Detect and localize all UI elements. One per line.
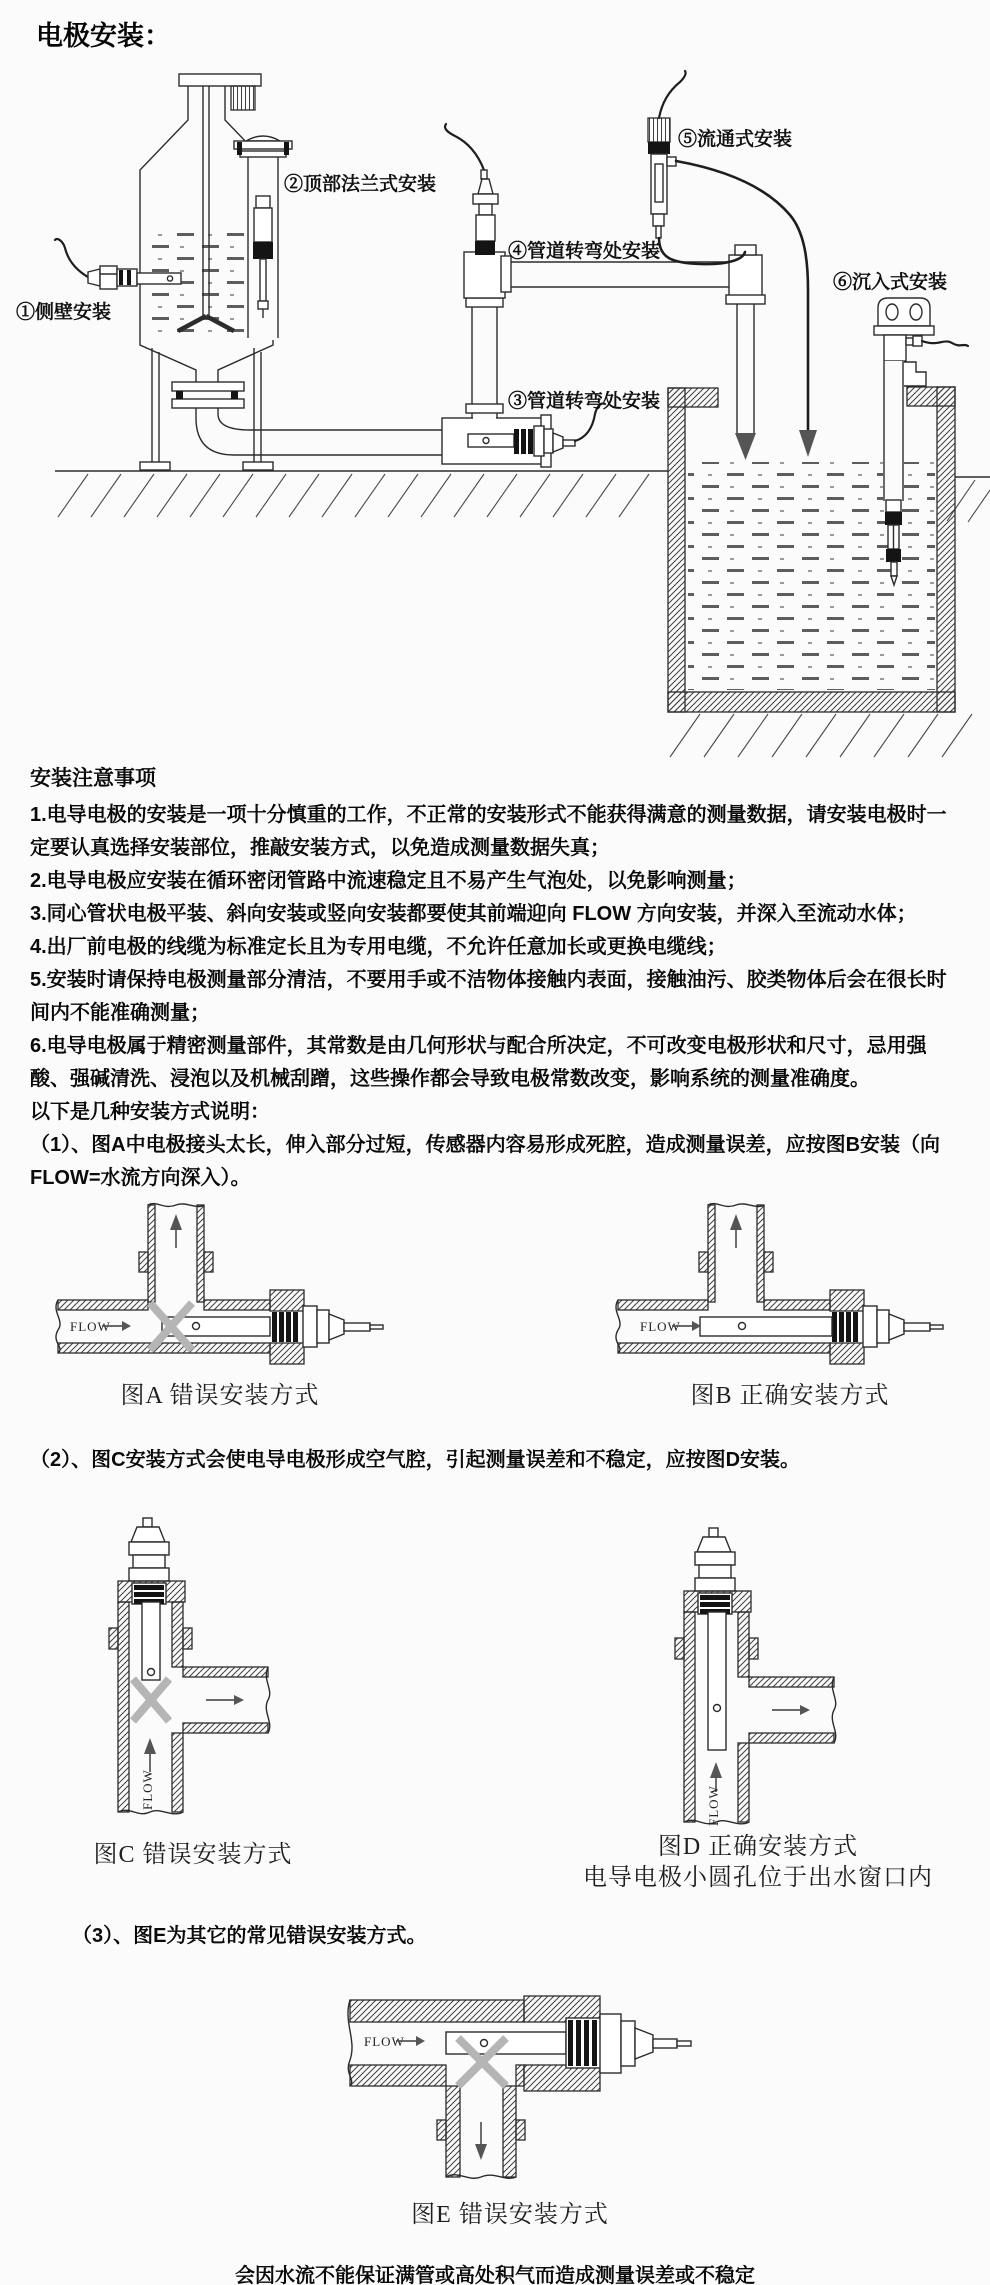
fig-b-caption: 图B 正确安装方式 xyxy=(690,1383,890,1409)
label-pipe-bend-install-4: ④管道转弯处安装 xyxy=(508,241,661,262)
note-point-3: （3）、图E为其它的常见错误安装方式。 xyxy=(72,1925,427,1947)
fig-d-caption-line2: 电导电极小圆孔位于出水窗口内 xyxy=(583,1865,933,1891)
fig-c-diagram xyxy=(109,1518,270,1814)
note-point-2: （2）、图C安装方式会使电导电极形成空气腔，引起测量误差和不稳定，应按图D安装。 xyxy=(30,1449,801,1471)
note-item-2: 2.电导电极应安装在循环密闭管路中流速稳定且不易产生气泡处，以免影响测量； xyxy=(30,870,747,892)
tank xyxy=(140,74,444,470)
fig-e-caption: 图E 错误安装方式 xyxy=(411,2202,609,2228)
fig-d-caption-line1: 图D 正确安装方式 xyxy=(657,1834,859,1860)
installation-notes xyxy=(30,762,966,1195)
page-title: 电极安装： xyxy=(36,21,171,51)
label-side-wall-install: ①侧壁安装 xyxy=(16,302,112,323)
note-item-1: 1.电导电极的安装是一项十分慎重的工作，不正常的安装形式不能获得满意的测量数据，请安装电极时一定要认真选择安装部位，推敲安装方式，以免造成测量数据失真； xyxy=(30,804,947,859)
notes-heading: 安装注意事项 xyxy=(30,767,156,790)
flow-label-d: FLOW xyxy=(706,1785,721,1826)
note-item-3: 3.同心管状电极平装、斜向安装或竖向安装都要使其前端迎向 FLOW 方向安装，并深入至流动水体； xyxy=(30,903,917,925)
fig-e-diagram xyxy=(348,1996,691,2178)
fig-d-diagram xyxy=(675,1528,836,1826)
pipe-bend-sensor-3 xyxy=(442,298,605,467)
label-top-flange-install: ②顶部法兰式安装 xyxy=(284,174,437,195)
fig-a-diagram xyxy=(56,1204,383,1364)
label-pipe-bend-install-3: ③管道转弯处安装 xyxy=(508,391,661,412)
fig-c-caption: 图C 错误安装方式 xyxy=(93,1842,293,1868)
flow-label-c: FLOW xyxy=(140,1769,155,1810)
top-installation-diagram xyxy=(55,71,990,757)
footer-note: 会因水流不能保证满管或高处积气而造成测量误差或不稳定 xyxy=(235,2265,755,2285)
flow-label-a: FLOW xyxy=(70,1319,111,1334)
note-item-6: 6.电导电极属于精密测量部件，其常数是由几何形状与配合所决定，不可改变电极形状和尺寸，忌用强酸、强碱清洗、浸泡以及机械刮蹭，这些操作都会导致电极常数改变，影响系统的测量准确度。 xyxy=(30,1035,927,1090)
flow-label-b: FLOW xyxy=(640,1319,681,1334)
fig-d-caption xyxy=(580,1832,936,1894)
down-pipe xyxy=(726,245,765,460)
note-item-4: 4.出厂前电极的线缆为标准定长且为专用电缆，不允许任意加长或更换电缆线； xyxy=(30,936,727,958)
notes-intro: 以下是几种安装方式说明： xyxy=(30,1101,270,1123)
note-point-1: （1）、图A中电极接头太长，伸入部分过短，传感器内容易形成死腔，造成测量误差，应按图B安装（向FLOW=水流方向深入）。 xyxy=(30,1134,941,1189)
flow-label-e: FLOW xyxy=(364,2034,405,2049)
fig-a-caption: 图A 错误安装方式 xyxy=(120,1383,320,1409)
fig-b-diagram xyxy=(616,1204,943,1364)
note-item-5: 5.安装时请保持电极测量部分清洁，不要用手或不洁物体接触内表面，接触油污、胶类物体后会在很长时间内不能准确测量； xyxy=(30,969,947,1024)
label-flow-through-install: ⑤流通式安装 xyxy=(678,129,793,150)
label-submersion-install: ⑥沉入式安装 xyxy=(833,272,948,293)
